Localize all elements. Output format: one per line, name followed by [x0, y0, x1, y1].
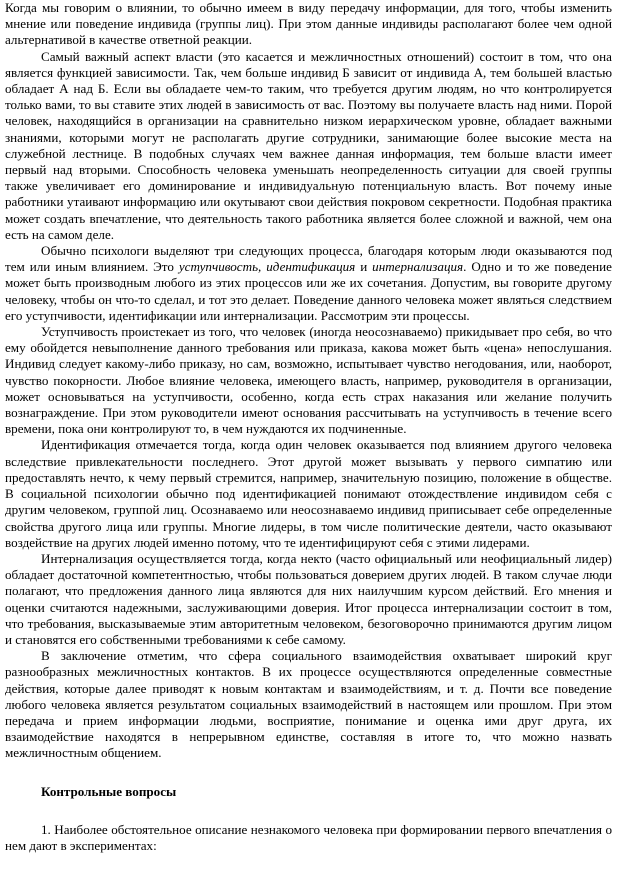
- question-1: 1. Наиболее обстоятельное описание незнакомого человека при формировании первого впечатления о нем дают в экспериментах:: [5, 821, 612, 853]
- paragraph-three-processes: [5, 243, 612, 324]
- section-heading-control-questions: Контрольные вопросы: [41, 783, 177, 799]
- paragraph-intro-continuation: Когда мы говорим о влиянии, то обычно имеем в виду передачу информации, для того, чтобы изменить мнение или поведение индивида (группы лиц). При этом данные индивиды располагают более чем одной альтернативой в качестве ответной реакции.: [5, 0, 612, 48]
- paragraph-internalization: Интернализация осуществляется тогда, когда некто (часто официальный или неофициальный лидер) обладает достаточной компетентностью, чтобы пользоваться доверием других людей. В таком случае люди полагают, что предложения данного лица являются для них наилучшим курсом действий. Его мнения и оценки считаются надежными, заслуживающими доверия. Итог процесса интернализации состоит в том, что требования, высказываемые этим авторитетным человеком, безоговорочно принимаются другим лицом и становятся его собственными требованиями к себе самому.: [5, 550, 612, 647]
- paragraph-identification: Идентификация отмечается тогда, когда один человек оказывается под влиянием другого человека вследствие привлекательности последнего. Этот другой может вызывать у первого симпатию или предоставлять нечто, к чему первый стремится, например, значительную позицию, положение в обществе. В социальной психологии обычно под идентификацией понимают отождествление индивидом себя с другим человеком, группой лиц. Осознаваемо или неосознаваемо индивид приписывает себе определенные свойства другого лица или группы. Многие лидеры, в том числе политические деятели, часто оказывают воздействие на других людей именно потому, что те идентифицируют себя с этими лидерами.: [5, 437, 612, 550]
- paragraph-conclusion: В заключение отметим, что сфера социального взаимодействия охватывает широкий круг разнообразных межличностных контактов. В их процессе осуществляются определенные совместные действия, которые далее приводят к новым контактам и взаимодействиям, и т. д. Почти все поведение любого человека является результатом социальных взаимодействий в настоящем или прошлом. При этом передача и прием информации людьми, восприятие, понимание и оценка ими друг друга, их взаимодействие находятся в непрерывном единстве, составляя в итоге то, что можно назвать межличностным общением.: [5, 648, 612, 761]
- paragraph-three-processes-lead: Обычно психологи выделяют три следующих процесса, благодаря которым люди оказываются под тем или иным влиянием. Это: [5, 243, 612, 275]
- paragraph-compliance: Уступчивость проистекает из того, что человек (иногда неосознаваемо) прикидывает про себя, во что ему обойдется невыполнение данного требования или приказа, какова может быть «цена» непослушания. Индивид следует какому-либо приказу, но сам, возможно, испытывает чувство негодования, или, наоборот, чувство покорности. Любое влияние человека, имеющего власть, например, руководителя в организации, может основываться на уступчивости, особенно, когда есть страх наказания или желание получить вознаграждение. При этом руководители имеют основания рассчитывать на уступчивость в течение всего времени, пока они контролируют то, в чем нуждаются их подчиненные.: [5, 324, 612, 437]
- paragraph-power-dependence: Самый важный аспект власти (это касается и межличностных отношений) состоит в том, что она является функцией зависимости. Так, чем больше индивид Б зависит от индивида А, тем большей властью обладает А над Б. Если вы обладаете чем-то таким, что требуется другим людям, но что контролируется только вами, то вы ставите этих людей в зависимость от вас. Поэтому вы получаете власть над ними. Порой человек, находящийся в организации на сравнительно низком иерархическом уровне, обладает важными знаниями, которыми могут не располагать другие сотрудники, занимающие более высокие места на служебной лестнице. В подобных случаях чем важнее данная информация, тем больше власти имеет первый над вторыми. Способность человека уменьшать неопределенность ситуации для своей группы также увеличивает его доминирование и индивидуальную потенциальную власть. Вот почему иные работники утаивают информацию или окутывают свои действия покровом секретности. Подобная практика может создать впечатление, что деятельность такого работника является более сложной и важной, чем она есть на самом деле.: [5, 48, 612, 242]
- term-internalization: интернализация: [372, 259, 464, 275]
- term-compliance-identification: уступчивость, идентификация: [178, 259, 356, 275]
- paragraph-three-processes-tail: . Одно и то же поведение может быть производным любого из этих процессов или же их сочетания. Допустим, вы говорите другому человеку, чтобы он что-то сделал, и тот это делает. Поведение данного человека может являться следствием его уступчивости, идентификации или интернализации. Рассмотрим эти процессы.: [5, 259, 612, 323]
- paragraph-three-processes-conjunction: и: [355, 259, 373, 275]
